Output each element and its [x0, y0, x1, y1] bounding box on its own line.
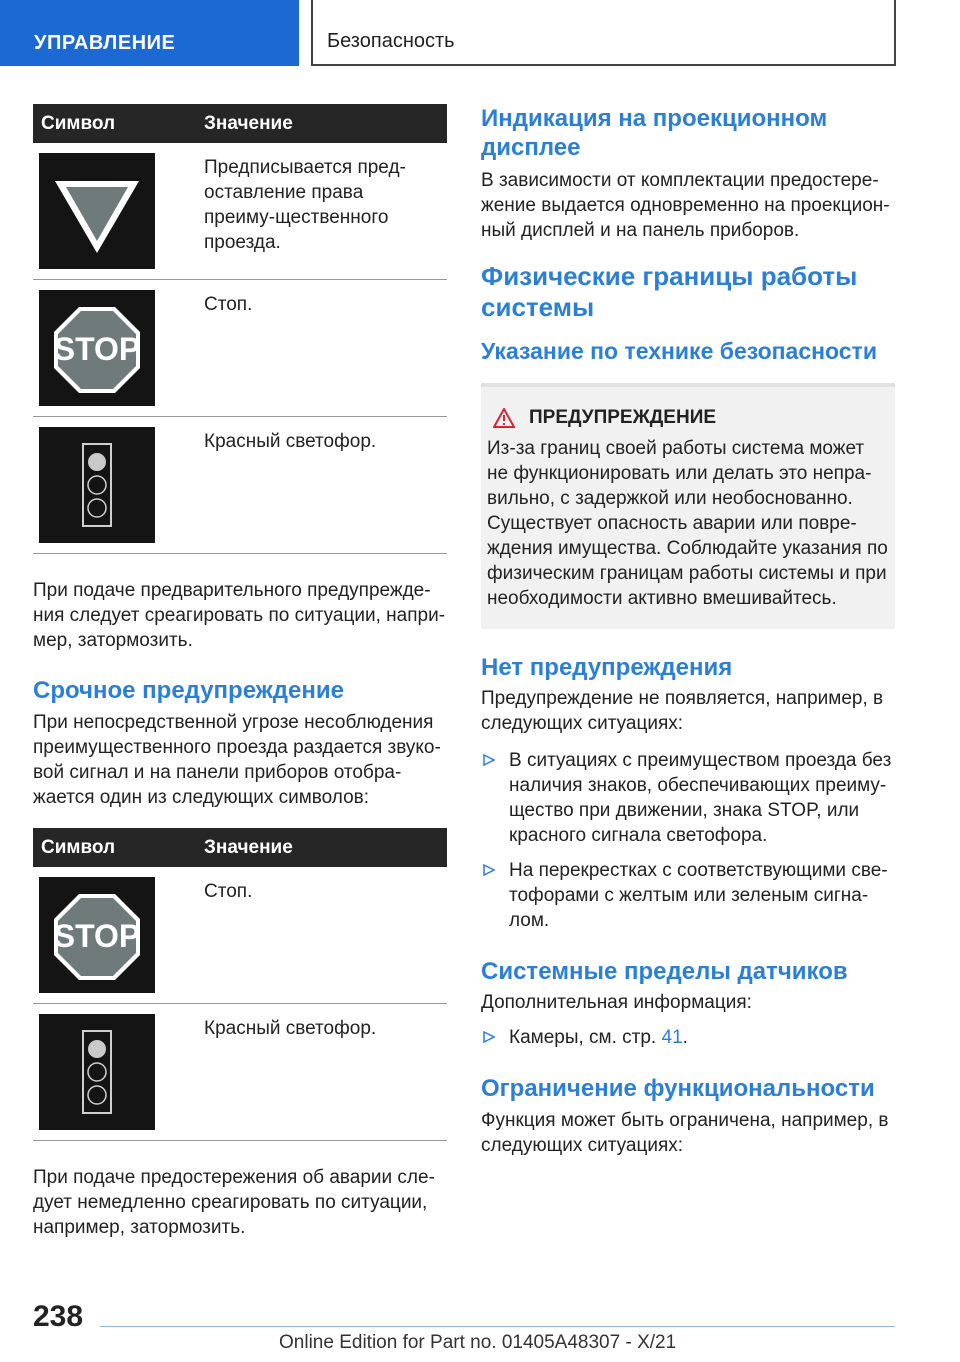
list-item: На перекрестках с соответствующими све-тофорами с желтым или зеленым сигна-лом. [481, 858, 895, 933]
footer-edition: Online Edition for Part no. 01405A48307 - X/21 [279, 1332, 677, 1353]
left-column [33, 104, 447, 1240]
heading-hud: Индикация на проекционном дисплее [481, 105, 828, 161]
stop-sign-text: STOP [53, 918, 141, 954]
heading-sensor-limits: Системные пределы датчиков [481, 958, 848, 985]
col-header-symbol: Символ [33, 104, 204, 143]
paragraph-urgent-warning: При непосредственной угрозе несоблюдения преимущественного проезда раздается звуко-вой сигнал и на панели приборов отобра-жается один из следующих символов: [33, 712, 441, 808]
triangle-bullet-icon [483, 754, 495, 766]
stop-sign-icon [39, 290, 155, 406]
table-row [33, 417, 447, 554]
paragraph-functional-limitation: Функция может быть ограничена, например, в следующих ситуациях: [481, 1110, 889, 1156]
page-link[interactable]: 41 [661, 1027, 683, 1048]
table-row [33, 143, 447, 280]
meaning-text: Предписывается пред-оставление права преиму-щественного проезда. [204, 143, 447, 280]
symbol-table-advance [33, 104, 447, 554]
warning-text: Из-за границ своей работы система может не функционировать или делать это непра-вильно, с задержкой или необоснованно. Существует опасность аварии или повре-ждения имущества. Соблюдайте указания по физическим границам работы системы и при необходимости активно вмешивайтесь. [487, 438, 888, 609]
right-column [481, 104, 895, 1158]
section-tab: УПРАВЛЕНИЕ [0, 0, 299, 66]
meaning-text: Красный светофор. [204, 417, 447, 554]
paragraph-sensor-limits: Дополнительная информация: [481, 992, 752, 1013]
heading-functional-limitation: Ограничение функциональности [481, 1075, 875, 1102]
traffic-light-icon [39, 1014, 155, 1130]
table-row [33, 280, 447, 417]
page-number: 238 [33, 1300, 84, 1333]
warning-title: ПРЕДУПРЕЖДЕНИЕ [529, 407, 717, 428]
meaning-text: Красный светофор. [204, 1004, 447, 1141]
yield-sign-icon [39, 153, 155, 269]
triangle-bullet-icon [483, 864, 495, 876]
heading-safety-note: Указание по технике безопасности [481, 338, 877, 364]
heading-urgent-warning: Срочное предупреждение [33, 677, 344, 704]
stop-sign-icon [39, 877, 155, 993]
stop-sign-text: STOP [53, 331, 141, 367]
sensor-list [481, 1025, 895, 1050]
page-title: Безопасность [311, 0, 896, 66]
footer-divider [100, 1326, 895, 1327]
meaning-text: Стоп. [204, 280, 447, 417]
heading-no-warning: Нет предупреждения [481, 654, 733, 681]
meaning-text: Стоп. [204, 867, 447, 1004]
paragraph-no-warning: Предупреждение не появляется, например, в следующих ситуациях: [481, 688, 884, 734]
heading-system-limits: Физические границы работы системы [481, 261, 858, 322]
paragraph-hud: В зависимости от комплектации предостере-жение выдается одновременно на проекцион-ный дисплей и на панель приборов. [481, 170, 890, 241]
table-row [33, 867, 447, 1004]
paragraph-collision-warning: При подаче предостережения об аварии сле-дует немедленно среагировать по ситуации, например, затормозить. [33, 1167, 435, 1238]
triangle-bullet-icon [483, 1031, 495, 1043]
col-header-meaning: Значение [204, 104, 447, 143]
table-row [33, 1004, 447, 1141]
traffic-light-icon [39, 427, 155, 543]
list-item: В ситуациях с преимуществом проезда без наличия знаков, обеспечивающих преиму-щество при движении, знака STOP, или красного сигнала светофора. [481, 748, 895, 848]
warning-box [481, 383, 895, 629]
paragraph-advance-warning: При подаче предварительного предупрежде-ния следует среагировать по ситуации, напри-мер, затормозить. [33, 580, 446, 651]
warning-triangle-icon [493, 408, 515, 428]
no-warning-list [481, 748, 895, 933]
col-header-symbol: Символ [33, 828, 204, 867]
symbol-table-urgent [33, 828, 447, 1141]
col-header-meaning: Значение [204, 828, 447, 867]
list-item: Камеры, см. стр. 41. [481, 1025, 895, 1050]
